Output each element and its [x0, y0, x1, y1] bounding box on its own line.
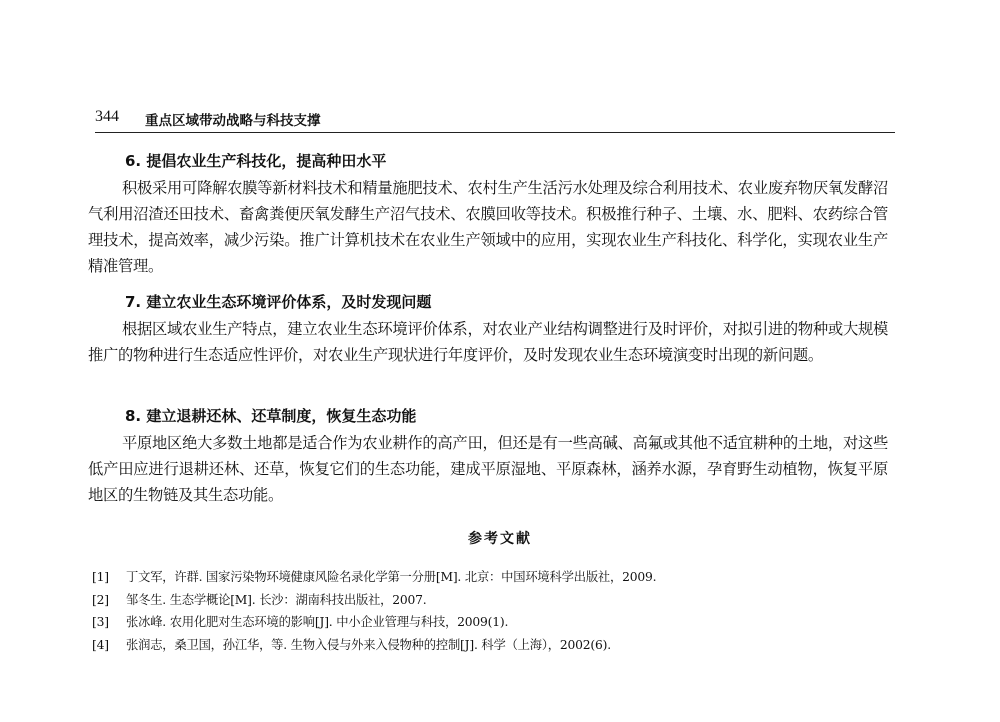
- section-heading-7: 7. 建立农业生态环境评价体系，及时发现问题: [125, 293, 432, 311]
- page-number: 344: [95, 108, 119, 125]
- references-title: 参考文献: [468, 531, 532, 547]
- reference-text: 张冰峰. 农用化肥对生态环境的影响[J]. 中小企业管理与科技，2009(1).: [126, 615, 509, 629]
- reference-item: [92, 634, 892, 657]
- reference-item: [92, 589, 892, 612]
- section-paragraph-6: 积极采用可降解农膜等新材料技术和精量施肥技术、农村生产生活污水处理及综合利用技术、农业废弃物厌氧发酵沼气利用沼渣还田技术、畜禽粪便厌氧发酵生产沼气技术、农膜回收等技术。积极推行种子、土壤、水、肥料、农药综合管理技术，提高效率，减少污染。推广计算机技术在农业生产领域中的应用，实现农业生产科技化、科学化，实现农业生产精准管理。: [88, 179, 888, 275]
- section-paragraph-7: 根据区域农业生产特点，建立农业生态环境评价体系，对农业产业结构调整进行及时评价，对拟引进的物种或大规模推广的物种进行生态适应性评价，对农业生产现状进行年度评价，及时发现农业生态环境演变时出现的新问题。: [88, 320, 888, 364]
- running-title: 重点区域带动战略与科技支撑: [145, 113, 321, 129]
- reference-number: [4]: [92, 637, 109, 652]
- reference-number: [3]: [92, 615, 109, 629]
- reference-text: 邹冬生. 生态学概论[M]. 长沙：湖南科技出版社，2007.: [126, 592, 427, 607]
- reference-number: [1]: [92, 570, 109, 584]
- reference-item: [92, 566, 892, 589]
- section-heading-8: 8. 建立退耕还林、还草制度，恢复生态功能: [125, 407, 417, 425]
- reference-item: [92, 611, 892, 634]
- reference-text: 丁文军，许群. 国家污染物环境健康风险名录化学第一分册[M]. 北京：中国环境科学出版社，2009.: [126, 570, 657, 584]
- section-heading-6: 6. 提倡农业生产科技化，提高种田水平: [125, 152, 387, 170]
- reference-text: 张润志，桑卫国，孙江华，等. 生物入侵与外来入侵物种的控制[J]. 科学（上海），2002(6).: [126, 637, 611, 652]
- reference-number: [2]: [92, 592, 109, 607]
- reference-list: [92, 566, 892, 656]
- page-header: [95, 106, 895, 133]
- section-paragraph-8: 平原地区绝大多数土地都是适合作为农业耕作的高产田，但还是有一些高碱、高氟或其他不适宜耕种的土地，对这些低产田应进行退耕还林、还草，恢复它们的生态功能，建成平原湿地、平原森林，涵养水源，孕育野生动植物，恢复平原地区的生物链及其生态功能。: [88, 434, 888, 504]
